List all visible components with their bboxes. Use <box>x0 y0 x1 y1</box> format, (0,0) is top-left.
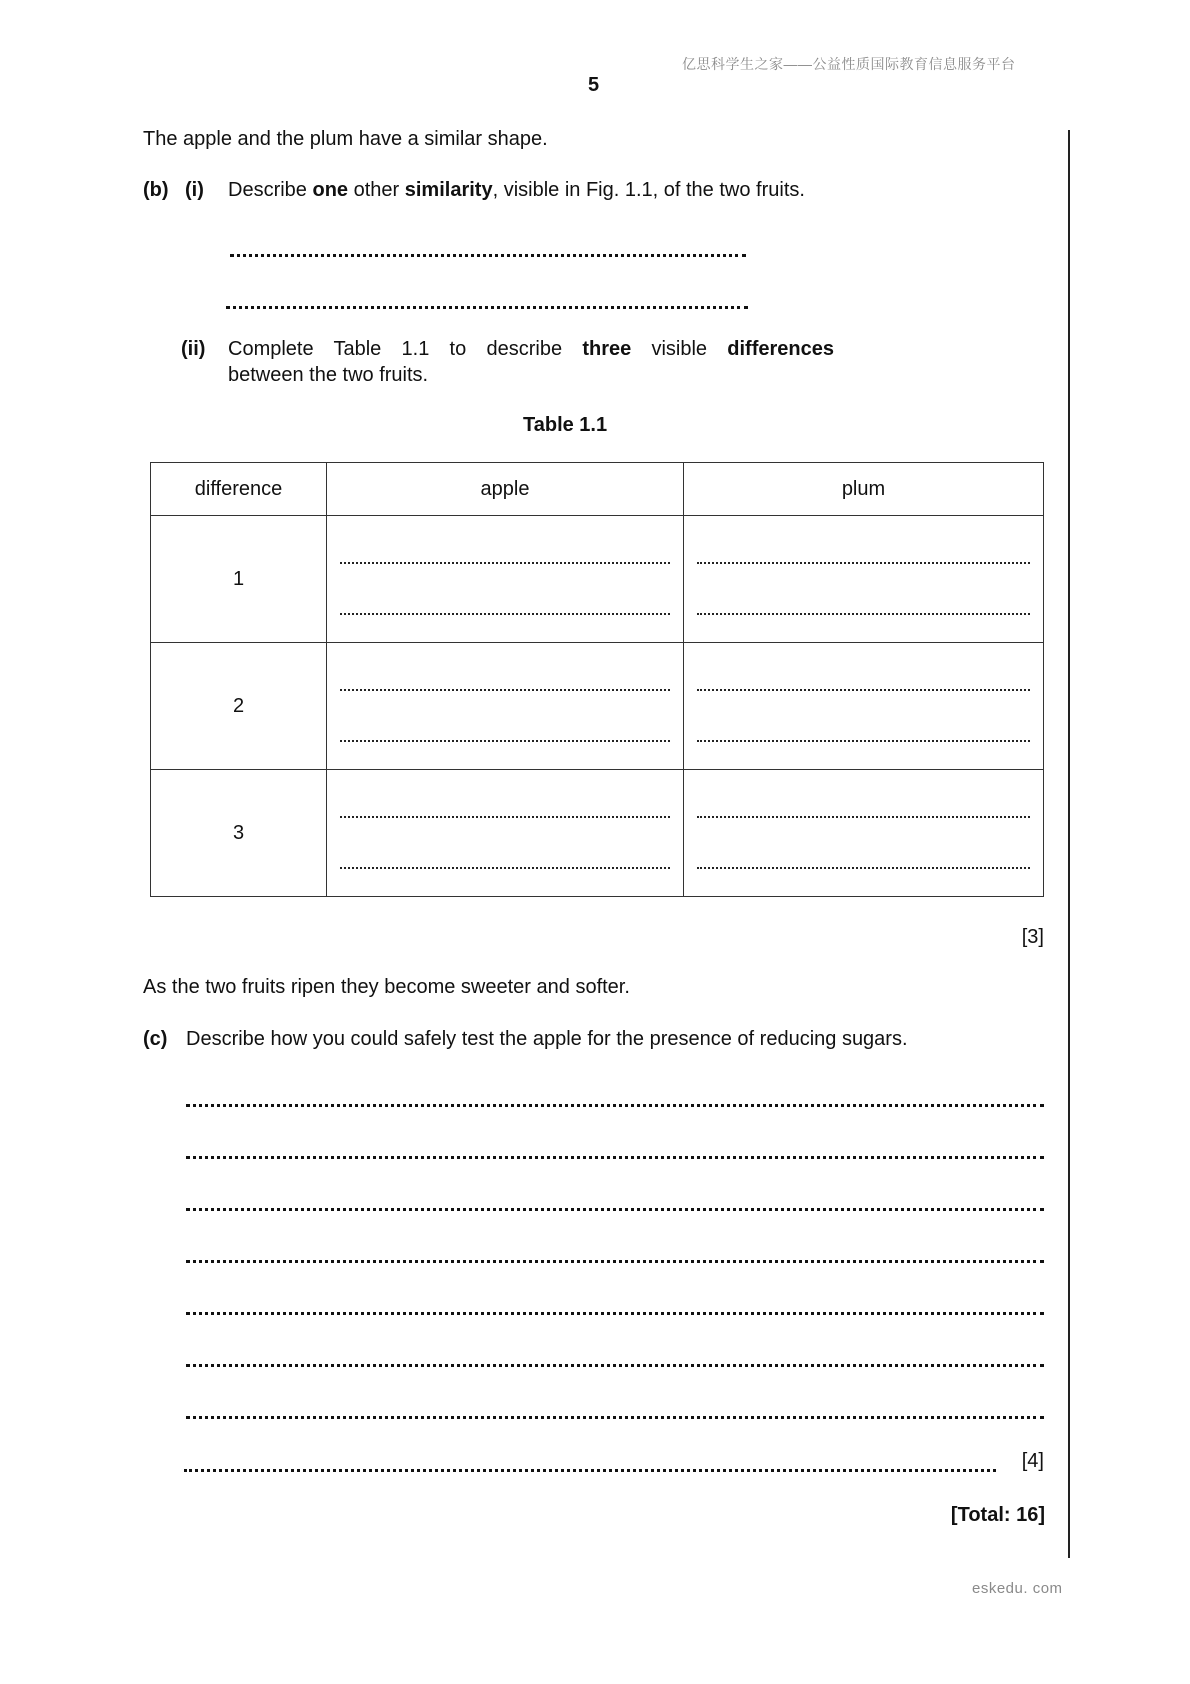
table-row <box>151 643 1044 770</box>
answer-line-b-i-2[interactable] <box>226 306 748 309</box>
answer-line[interactable] <box>697 689 1030 691</box>
sub-i-label: (i) <box>185 179 204 201</box>
watermark-header: 亿思科学生之家——公益性质国际教育信息服务平台 <box>682 56 1016 72</box>
sub-ii-label: (ii) <box>181 338 206 360</box>
answer-line-c-2[interactable] <box>186 1156 1044 1159</box>
marks-b: [3] <box>1021 926 1044 948</box>
table-caption: Table 1.1 <box>523 414 608 436</box>
answer-line[interactable] <box>697 562 1030 564</box>
answer-line[interactable] <box>340 867 670 869</box>
intro-text: The apple and the plum have a similar shape. <box>143 128 548 150</box>
question-b-ii-line2: between the two fruits. <box>228 364 429 386</box>
plum-cell[interactable] <box>684 643 1044 770</box>
row-number: 3 <box>151 770 327 897</box>
total-marks: [Total: 16] <box>950 1504 1045 1526</box>
watermark-footer: eskedu. com <box>972 1580 1063 1597</box>
question-c: Describe how you could safely test the apple for the presence of reducing sugars. <box>186 1028 908 1050</box>
answer-line[interactable] <box>697 867 1030 869</box>
answer-line-c-6[interactable] <box>186 1364 1044 1367</box>
apple-cell[interactable] <box>327 643 684 770</box>
answer-line-b-i-1[interactable] <box>230 254 746 257</box>
answer-line[interactable] <box>697 740 1030 742</box>
header-difference: difference <box>151 463 327 516</box>
part-b-label: (b) <box>143 179 169 201</box>
answer-line[interactable] <box>340 562 670 564</box>
question-b-ii-line1: Complete Table 1.1 to describe three visible differences <box>228 338 834 360</box>
answer-line[interactable] <box>340 689 670 691</box>
table-row <box>151 770 1044 897</box>
answer-line-c-3[interactable] <box>186 1208 1044 1211</box>
answer-line-c-7[interactable] <box>186 1416 1044 1419</box>
answer-line[interactable] <box>340 740 670 742</box>
differences-table <box>150 462 1044 897</box>
answer-line[interactable] <box>697 816 1030 818</box>
plum-cell[interactable] <box>684 516 1044 643</box>
ripen-text: As the two fruits ripen they become sweeter and softer. <box>143 976 630 998</box>
row-number: 1 <box>151 516 327 643</box>
table-header-row <box>151 463 1044 516</box>
answer-line-c-8[interactable] <box>184 1469 996 1472</box>
apple-cell[interactable] <box>327 516 684 643</box>
header-apple: apple <box>327 463 684 516</box>
row-number: 2 <box>151 643 327 770</box>
answer-line[interactable] <box>340 816 670 818</box>
table-row <box>151 516 1044 643</box>
answer-line-c-4[interactable] <box>186 1260 1044 1263</box>
answer-line[interactable] <box>697 613 1030 615</box>
margin-rule <box>1068 130 1070 1558</box>
answer-line-c-1[interactable] <box>186 1104 1044 1107</box>
marks-c: [4] <box>1021 1450 1044 1472</box>
question-b-i: Describe one other similarity, visible in Fig. 1.1, of the two fruits. <box>228 179 805 201</box>
plum-cell[interactable] <box>684 770 1044 897</box>
apple-cell[interactable] <box>327 770 684 897</box>
header-plum: plum <box>684 463 1044 516</box>
part-c-label: (c) <box>143 1028 168 1050</box>
answer-line-c-5[interactable] <box>186 1312 1044 1315</box>
answer-line[interactable] <box>340 613 670 615</box>
page-number: 5 <box>588 74 600 96</box>
